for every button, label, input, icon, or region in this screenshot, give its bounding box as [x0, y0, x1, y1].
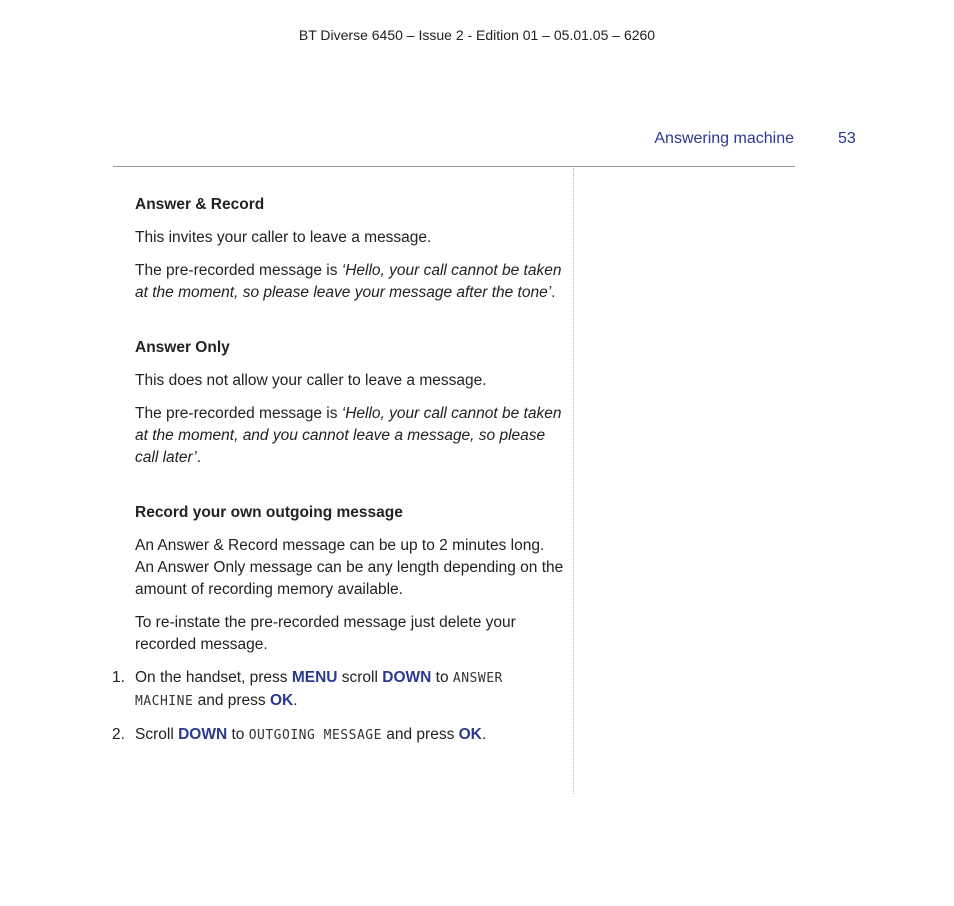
section-gap: [135, 315, 565, 337]
column-divider: [573, 168, 574, 794]
answer-record-suffix: .: [551, 284, 556, 301]
steps-list: [112, 667, 565, 747]
record-own-length-info: An Answer & Record message can be up to 2 minutes long. An Answer Only message can be any length depending on the amount of recording memory available.: [135, 537, 564, 598]
down-key: DOWN: [382, 669, 432, 686]
step-item: [112, 724, 565, 747]
step-number: 1.: [112, 669, 125, 686]
answer-record-prefix: The pre-recorded message is: [135, 262, 342, 279]
record-own-heading: Record your own outgoing message: [135, 504, 403, 521]
main-content: [112, 194, 565, 758]
document-header: BT Diverse 6450 – Issue 2 - Edition 01 – 05.01.05 – 6260: [298, 27, 656, 43]
step-text: to: [227, 726, 249, 743]
answer-only-quote: ‘Hello, your call cannot be taken at the moment, and you cannot leave a message, so please call later’: [135, 405, 562, 466]
step-number: 2.: [112, 726, 125, 743]
step-text: .: [481, 726, 487, 743]
record-own-reinstate-info: To re-instate the pre-recorded message just delete your recorded message.: [135, 614, 516, 653]
step-text: and press: [381, 726, 459, 743]
step-text: to: [431, 669, 453, 686]
page-number: 53: [838, 130, 856, 147]
answer-only-description: This does not allow your caller to leave a message.: [135, 372, 487, 389]
answer-record-quote: ‘Hello, your call cannot be taken at the moment, so please leave your message after the tone’: [135, 262, 562, 301]
answer-record-description: This invites your caller to leave a message.: [135, 229, 432, 246]
ok-key: OK: [458, 726, 482, 743]
ok-key: OK: [269, 692, 294, 709]
answer-only-suffix: .: [196, 449, 202, 466]
step-text: .: [293, 692, 298, 709]
answer-only-message: [135, 403, 565, 469]
step-text: and press: [193, 692, 270, 709]
answer-record-heading: Answer & Record: [135, 196, 265, 213]
step-text: On the handset, press: [135, 669, 292, 686]
down-key: DOWN: [178, 726, 228, 743]
section-gap: [135, 480, 565, 502]
section-title: Answering machine: [654, 130, 794, 147]
answer-record-message: [135, 260, 565, 304]
header-rule: [113, 166, 795, 167]
menu-key: MENU: [291, 669, 338, 686]
step-item: [112, 667, 565, 713]
display-text: OUTGOING MESSAGE: [248, 728, 382, 743]
display-text: ANSWER MACHINE: [135, 671, 503, 709]
step-text: scroll: [337, 669, 383, 686]
answer-only-heading: Answer Only: [135, 339, 230, 356]
step-text: Scroll: [135, 726, 179, 743]
answer-only-prefix: The pre-recorded message is: [135, 405, 342, 422]
